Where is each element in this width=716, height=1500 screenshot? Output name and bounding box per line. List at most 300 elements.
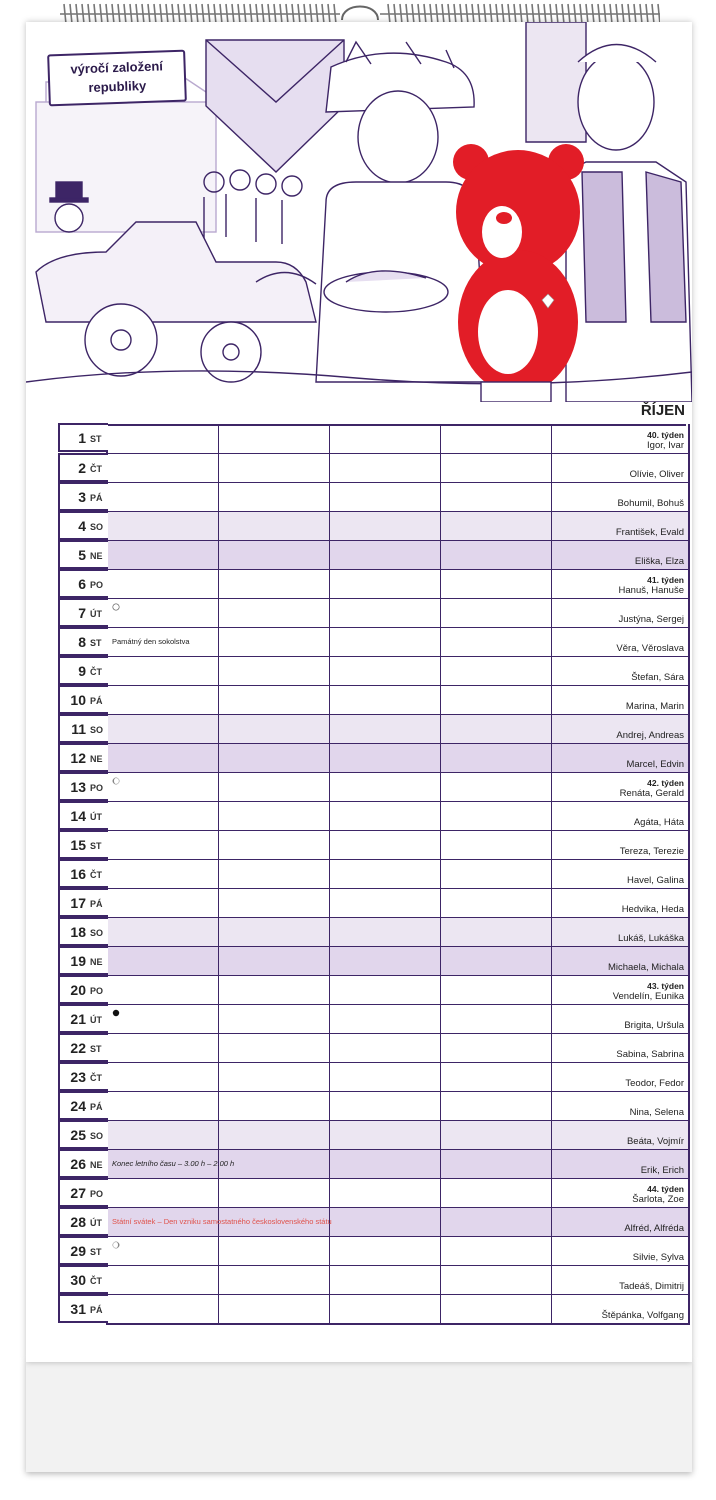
binding-coil	[436, 4, 438, 24]
column-divider	[551, 889, 552, 917]
day-label-cell	[58, 946, 108, 975]
week-number: 40. týden	[647, 430, 684, 440]
column-divider	[551, 918, 552, 946]
column-divider	[551, 424, 552, 453]
name-day-cell	[633, 1252, 684, 1263]
name-day-names: Lukáš, Lukáška	[617, 933, 684, 944]
day-row	[70, 1149, 688, 1178]
name-day-names: Vendelín, Eunika	[612, 991, 684, 1002]
binding-coil	[70, 4, 72, 24]
binding-coil	[598, 4, 600, 24]
day-number: 15	[70, 837, 86, 853]
name-day-names: Hanuš, Hanuše	[618, 585, 684, 596]
name-day-cell	[619, 1281, 684, 1292]
binding-coil	[334, 4, 336, 24]
column-divider	[329, 541, 330, 569]
column-divider	[218, 831, 219, 859]
day-row	[70, 801, 688, 830]
binding-coil	[232, 4, 234, 24]
day-row	[70, 1265, 688, 1294]
day-label-cell	[58, 627, 108, 656]
day-number: 3	[78, 489, 86, 505]
binding-coil	[130, 4, 132, 24]
day-name: PÁ	[90, 899, 103, 909]
column-divider	[218, 570, 219, 598]
day-row	[78, 511, 688, 540]
day-name: ÚT	[90, 812, 102, 822]
column-divider	[551, 1005, 552, 1033]
day-label-cell	[58, 598, 108, 627]
column-divider	[329, 599, 330, 627]
column-divider	[329, 657, 330, 685]
column-divider	[329, 570, 330, 598]
binding-coil	[580, 4, 582, 24]
day-row	[70, 685, 688, 714]
day-row	[70, 772, 688, 801]
binding-coil	[472, 4, 474, 24]
binding-coil	[256, 4, 258, 24]
binding-coil	[76, 4, 78, 24]
binding-coil	[652, 4, 654, 24]
binding-coil	[244, 4, 246, 24]
column-divider	[218, 1063, 219, 1091]
day-number: 13	[70, 779, 86, 795]
column-divider	[440, 483, 441, 511]
week-number: 41. týden	[647, 575, 684, 585]
binding-coil	[94, 4, 96, 24]
column-divider	[440, 831, 441, 859]
day-number: 7	[78, 605, 86, 621]
day-row	[70, 917, 688, 946]
day-number: 28	[70, 1214, 86, 1230]
name-day-names: Marina, Marin	[625, 701, 684, 712]
binding-coil	[328, 4, 330, 24]
binding-coil	[586, 4, 588, 24]
day-label-cell	[58, 1004, 108, 1033]
day-label-cell	[58, 801, 108, 830]
column-divider	[440, 1005, 441, 1033]
binding-coil	[406, 4, 408, 24]
name-day-cell	[616, 1049, 684, 1060]
day-label-cell	[58, 772, 108, 801]
binding-coil	[388, 4, 390, 24]
day-number: 29	[70, 1243, 86, 1259]
day-name: NE	[90, 551, 103, 561]
column-divider	[218, 454, 219, 482]
binding-coil	[64, 4, 66, 24]
binding-coil	[550, 4, 552, 24]
binding-coil	[316, 4, 318, 24]
column-divider	[551, 976, 552, 1004]
binding-coil	[292, 4, 294, 24]
day-number: 21	[70, 1011, 86, 1027]
day-number: 4	[78, 518, 86, 534]
binding-coil	[322, 4, 324, 24]
name-day-cell	[624, 1020, 684, 1031]
binding-coil	[118, 4, 120, 24]
name-day-names: Tereza, Terezie	[619, 846, 684, 857]
moon-phase-new-icon	[112, 1009, 120, 1017]
column-divider	[329, 918, 330, 946]
day-name: ST	[90, 434, 102, 444]
moon-phase-full-icon	[112, 603, 120, 611]
binding-coil	[484, 4, 486, 24]
day-rows	[70, 424, 690, 1325]
column-divider	[551, 686, 552, 714]
day-label-cell	[58, 1120, 108, 1149]
binding-coil	[214, 4, 216, 24]
name-day-names: Alfréd, Alfréda	[624, 1223, 684, 1234]
day-label-cell	[58, 1062, 108, 1091]
name-day-names: Brigita, Uršula	[624, 1020, 684, 1031]
column-divider	[440, 889, 441, 917]
name-day-names: Hedvika, Heda	[621, 904, 684, 915]
column-divider	[551, 744, 552, 772]
name-day-names: Beáta, Vojmír	[626, 1136, 684, 1147]
binding-coil	[172, 4, 174, 24]
column-divider	[218, 1034, 219, 1062]
day-name: ČT	[90, 1276, 102, 1286]
column-divider	[440, 512, 441, 540]
binding-coil	[610, 4, 612, 24]
day-name: SO	[90, 1131, 104, 1141]
name-day-cell	[616, 730, 684, 741]
calendar-backing-board	[26, 1360, 692, 1472]
column-divider	[551, 1295, 552, 1323]
binding-coil	[508, 4, 510, 24]
day-label-cell	[58, 1178, 108, 1207]
name-day-names: František, Evald	[615, 527, 684, 538]
column-divider	[218, 773, 219, 801]
column-divider	[440, 918, 441, 946]
day-row	[70, 859, 688, 888]
day-name: NE	[90, 957, 103, 967]
day-row	[71, 714, 688, 743]
column-divider	[551, 1121, 552, 1149]
day-number: 20	[70, 982, 86, 998]
moon-phase-first-icon	[112, 1241, 120, 1249]
binding-coil	[202, 4, 204, 24]
name-day-cell	[619, 614, 684, 625]
binding-coil	[640, 4, 642, 24]
name-day-names: Silvie, Sylva	[632, 1252, 684, 1263]
day-note: Konec letního času – 3.00 h – 2.00 h	[112, 1159, 235, 1168]
name-day-names: Michaela, Michala	[607, 962, 684, 973]
day-name: PO	[90, 986, 104, 996]
binding-coil	[412, 4, 414, 24]
anniversary-banner	[47, 50, 187, 107]
binding-coil	[124, 4, 126, 24]
binding-coil	[226, 4, 228, 24]
day-row	[78, 482, 688, 511]
name-day-cell	[616, 643, 684, 654]
column-divider	[440, 1092, 441, 1120]
day-row	[70, 743, 688, 772]
name-day-cell	[625, 1078, 684, 1089]
column-divider	[440, 1295, 441, 1323]
day-name: ST	[90, 841, 102, 851]
day-name: NE	[90, 1160, 103, 1170]
day-row	[70, 830, 688, 859]
name-day-names: Marcel, Edvin	[626, 759, 684, 770]
name-day-cell	[602, 1310, 684, 1321]
day-number: 22	[70, 1040, 86, 1056]
day-number: 18	[70, 924, 86, 940]
day-row	[70, 1091, 688, 1120]
column-divider	[440, 1179, 441, 1207]
binding-coil	[628, 4, 630, 24]
column-divider	[329, 686, 330, 714]
column-divider	[440, 802, 441, 830]
binding-coil	[190, 4, 192, 24]
column-divider	[329, 831, 330, 859]
binding-coil	[298, 4, 300, 24]
binding-coil	[544, 4, 546, 24]
day-number: 8	[78, 634, 86, 650]
day-label-cell	[58, 482, 108, 511]
day-number: 10	[70, 692, 86, 708]
day-label-cell	[58, 656, 108, 685]
name-day-cell	[626, 701, 684, 712]
binding-coil	[430, 4, 432, 24]
name-day-names: Šarlota, Zoe	[632, 1194, 684, 1205]
day-row	[78, 453, 688, 482]
day-name: ÚT	[90, 1218, 102, 1228]
column-divider	[440, 1237, 441, 1265]
column-divider	[329, 1092, 330, 1120]
binding-coil	[478, 4, 480, 24]
binding-coil	[400, 4, 402, 24]
binding-coil	[622, 4, 624, 24]
day-name: ST	[90, 1247, 102, 1257]
name-day-names: Igor, Ivar	[647, 440, 684, 451]
binding-coil	[496, 4, 498, 24]
name-day-cell	[635, 556, 684, 567]
day-label-cell	[58, 569, 108, 598]
column-divider	[329, 483, 330, 511]
column-divider	[440, 1121, 441, 1149]
binding-coil	[136, 4, 138, 24]
week-number: 43. týden	[647, 981, 684, 991]
column-divider	[440, 976, 441, 1004]
column-divider	[329, 1150, 330, 1178]
moon-phase-last-icon	[112, 777, 120, 785]
column-divider	[218, 918, 219, 946]
day-note: Státní svátek – Den vzniku samostatného československého státu	[112, 1217, 332, 1226]
column-divider	[440, 715, 441, 743]
column-divider	[551, 1179, 552, 1207]
binding-coil	[106, 4, 108, 24]
day-row	[70, 1178, 688, 1207]
binding-coil	[250, 4, 252, 24]
calendar-page	[26, 22, 692, 1362]
column-divider	[329, 1005, 330, 1033]
column-divider	[329, 715, 330, 743]
column-divider	[440, 541, 441, 569]
binding-coil	[592, 4, 594, 24]
day-row	[78, 540, 688, 569]
binding-coil	[526, 4, 528, 24]
day-label-cell	[58, 1091, 108, 1120]
binding-coil	[262, 4, 264, 24]
name-day-cell	[630, 1107, 684, 1118]
column-divider	[440, 1034, 441, 1062]
binding-coil	[154, 4, 156, 24]
name-day-cell	[619, 575, 684, 596]
column-divider	[440, 657, 441, 685]
binding-coil	[148, 4, 150, 24]
column-divider	[551, 599, 552, 627]
day-label-cell	[58, 859, 108, 888]
binding-coil	[208, 4, 210, 24]
name-day-cell	[616, 527, 684, 538]
column-divider	[329, 1034, 330, 1062]
column-divider	[551, 1266, 552, 1294]
binding-coil	[646, 4, 648, 24]
binding-coil	[304, 4, 306, 24]
binding-coil	[460, 4, 462, 24]
day-number: 1	[78, 430, 86, 446]
column-divider	[440, 1266, 441, 1294]
column-divider	[551, 483, 552, 511]
column-divider	[329, 424, 330, 453]
binding-coil	[88, 4, 90, 24]
binding-coil	[220, 4, 222, 24]
day-label-cell	[58, 1265, 108, 1294]
column-divider	[551, 947, 552, 975]
column-divider	[440, 599, 441, 627]
binding-coil	[562, 4, 564, 24]
column-divider	[218, 976, 219, 1004]
day-number: 27	[70, 1185, 86, 1201]
week-number: 42. týden	[647, 778, 684, 788]
column-divider	[440, 686, 441, 714]
column-divider	[551, 657, 552, 685]
column-divider	[218, 1237, 219, 1265]
column-divider	[218, 744, 219, 772]
column-divider	[440, 628, 441, 656]
column-divider	[551, 570, 552, 598]
name-day-names: Štefan, Sára	[631, 672, 684, 683]
column-divider	[329, 947, 330, 975]
binding-coil	[310, 4, 312, 24]
column-divider	[218, 628, 219, 656]
column-divider	[440, 1150, 441, 1178]
day-row	[70, 1062, 688, 1091]
column-divider	[218, 599, 219, 627]
column-divider	[218, 715, 219, 743]
name-day-cell	[620, 778, 684, 799]
day-number: 24	[70, 1098, 86, 1114]
day-number: 16	[70, 866, 86, 882]
day-row	[78, 424, 688, 453]
day-row	[70, 888, 688, 917]
day-row	[70, 1236, 688, 1265]
binding-coil	[178, 4, 180, 24]
day-label-cell	[58, 1033, 108, 1062]
column-divider	[218, 1092, 219, 1120]
column-divider	[218, 483, 219, 511]
binding-coil	[604, 4, 606, 24]
name-day-names: Agáta, Háta	[633, 817, 684, 828]
column-divider	[440, 1063, 441, 1091]
day-name: NE	[90, 754, 103, 764]
binding-coil	[196, 4, 198, 24]
column-divider	[218, 686, 219, 714]
name-day-names: Nina, Selena	[629, 1107, 684, 1118]
day-name: SO	[90, 928, 104, 938]
column-divider	[218, 947, 219, 975]
binding-coil	[658, 4, 660, 24]
day-number: 9	[78, 663, 86, 679]
day-number: 25	[70, 1127, 86, 1143]
binding-coil	[418, 4, 420, 24]
column-divider	[551, 831, 552, 859]
binding-coil	[442, 4, 444, 24]
day-number: 11	[71, 721, 86, 737]
column-divider	[329, 1237, 330, 1265]
day-number: 2	[78, 460, 86, 476]
day-number: 23	[70, 1069, 86, 1085]
column-divider	[218, 1005, 219, 1033]
binding-coil	[556, 4, 558, 24]
day-number: 6	[78, 576, 86, 592]
day-row	[70, 1294, 688, 1323]
day-name: SO	[90, 522, 104, 532]
day-number: 31	[70, 1301, 86, 1317]
name-day-cell	[624, 1223, 684, 1234]
day-row	[78, 598, 688, 627]
binding-coil	[274, 4, 276, 24]
column-divider	[218, 512, 219, 540]
binding-coil	[616, 4, 618, 24]
column-divider	[329, 628, 330, 656]
column-divider	[551, 1034, 552, 1062]
name-day-cell	[626, 759, 684, 770]
day-name: SO	[90, 725, 104, 735]
binding-coil	[166, 4, 168, 24]
column-divider	[551, 541, 552, 569]
binding-coil	[238, 4, 240, 24]
binding-coil	[100, 4, 102, 24]
day-row	[70, 1207, 688, 1236]
day-label-cell	[58, 423, 108, 452]
column-divider	[218, 1121, 219, 1149]
column-divider	[440, 1208, 441, 1236]
day-number: 19	[70, 953, 86, 969]
day-row	[70, 975, 688, 1004]
name-day-names: Olívie, Oliver	[629, 469, 684, 480]
column-divider	[551, 1092, 552, 1120]
name-day-cell	[618, 933, 684, 944]
day-name: ÚT	[90, 609, 102, 619]
column-divider	[440, 860, 441, 888]
column-divider	[329, 512, 330, 540]
day-label-cell	[58, 685, 108, 714]
column-divider	[329, 1063, 330, 1091]
day-name: ST	[90, 638, 102, 648]
name-day-cell	[622, 904, 684, 915]
day-name: PÁ	[90, 493, 103, 503]
binding-coil	[502, 4, 504, 24]
name-day-cell	[620, 846, 684, 857]
binding-coil	[514, 4, 516, 24]
name-day-cell	[647, 430, 684, 451]
day-label-cell	[58, 511, 108, 540]
column-divider	[218, 1266, 219, 1294]
column-divider	[551, 1063, 552, 1091]
binding-coil	[574, 4, 576, 24]
